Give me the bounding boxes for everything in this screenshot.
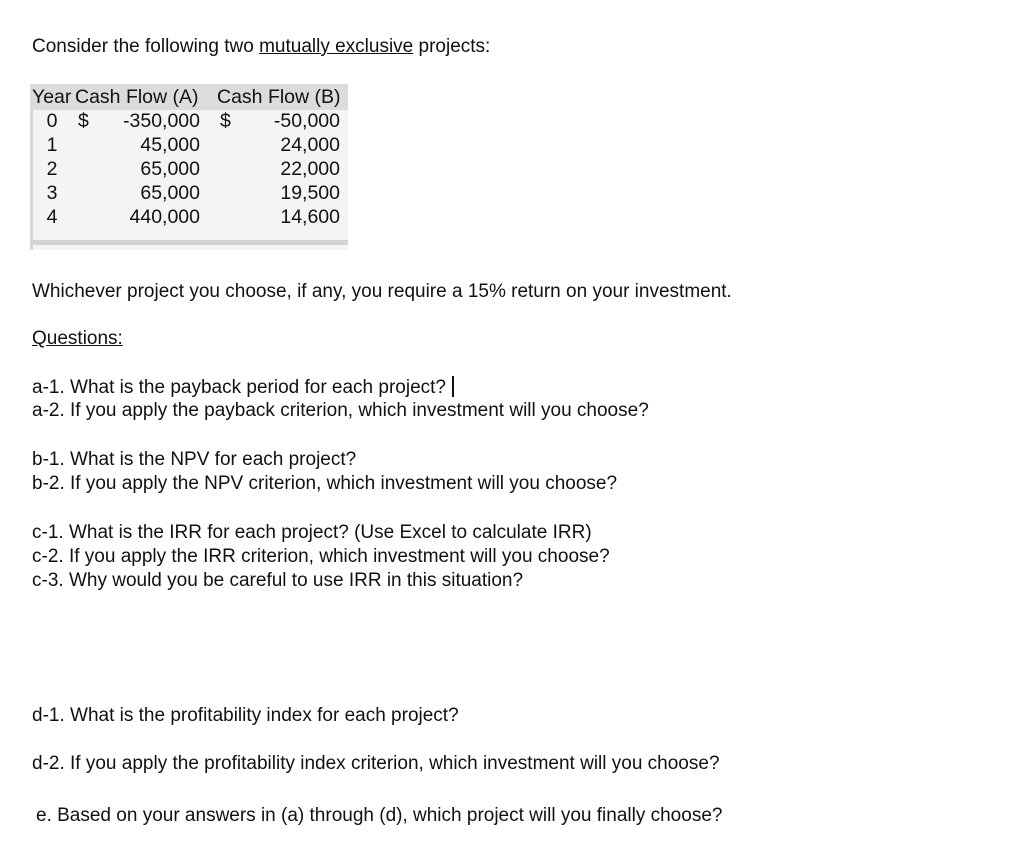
table-header (30, 84, 348, 110)
table-bottom-border (30, 240, 348, 245)
cell-cash-flow-a: -350,000 (123, 110, 200, 132)
question-c1: c-1. What is the IRR for each project? (Use Excel to calculate IRR) (32, 522, 592, 543)
header-year: Year (32, 86, 72, 108)
cell-year: 4 (46, 206, 58, 228)
cash-flow-table (30, 84, 348, 250)
questions-heading: Questions: (32, 328, 123, 349)
cell-year: 1 (46, 134, 58, 156)
cell-cash-flow-b: 14,600 (280, 206, 340, 228)
table-row (30, 158, 348, 182)
question-e: e. Based on your answers in (a) through (d), which project will you finally choose? (36, 805, 723, 826)
cell-dollar-a: $ (78, 110, 89, 132)
question-c2: c-2. If you apply the IRR criterion, which investment will you choose? (32, 546, 610, 567)
cell-cash-flow-a: 65,000 (140, 158, 200, 180)
question-c3: c-3. Why would you be careful to use IRR in this situation? (32, 570, 524, 591)
question-a1-text: a-1. What is the payback period for each project? (32, 377, 447, 398)
table-row (30, 110, 348, 134)
cell-cash-flow-b: 24,000 (280, 134, 340, 156)
table-row (30, 182, 348, 206)
intro-before: Consider the following two (32, 36, 260, 57)
question-a2: a-2. If you apply the payback criterion, which investment will you choose? (32, 400, 649, 421)
question-a1 (32, 376, 454, 399)
cell-dollar-b: $ (220, 110, 231, 132)
question-d2: d-2. If you apply the profitability index criterion, which investment will you choose? (32, 753, 720, 774)
intro-text (32, 36, 490, 58)
cell-cash-flow-a: 45,000 (140, 134, 200, 156)
header-cash-flow-b: Cash Flow (B) (217, 86, 341, 108)
cell-cash-flow-a: 65,000 (140, 182, 200, 204)
cell-year: 2 (46, 158, 58, 180)
cell-cash-flow-b: 19,500 (280, 182, 340, 204)
cell-cash-flow-b: 22,000 (280, 158, 340, 180)
question-b1: b-1. What is the NPV for each project? (32, 449, 357, 470)
cell-year: 0 (46, 110, 58, 132)
required-return-text: Whichever project you choose, if any, you require a 15% return on your investment. (32, 281, 732, 302)
intro-after: projects: (413, 36, 491, 57)
question-b2: b-2. If you apply the NPV criterion, which investment will you choose? (32, 473, 618, 494)
table-row (30, 134, 348, 158)
intro-underlined: mutually exclusive (259, 36, 414, 57)
table-body (30, 110, 348, 250)
header-cash-flow-a: Cash Flow (A) (75, 86, 199, 108)
question-d1: d-1. What is the profitability index for each project? (32, 705, 459, 726)
cell-cash-flow-b: -50,000 (273, 110, 340, 132)
table-row (30, 206, 348, 230)
text-cursor (452, 376, 454, 397)
cell-cash-flow-a: 440,000 (129, 206, 200, 228)
cell-year: 3 (46, 182, 58, 204)
